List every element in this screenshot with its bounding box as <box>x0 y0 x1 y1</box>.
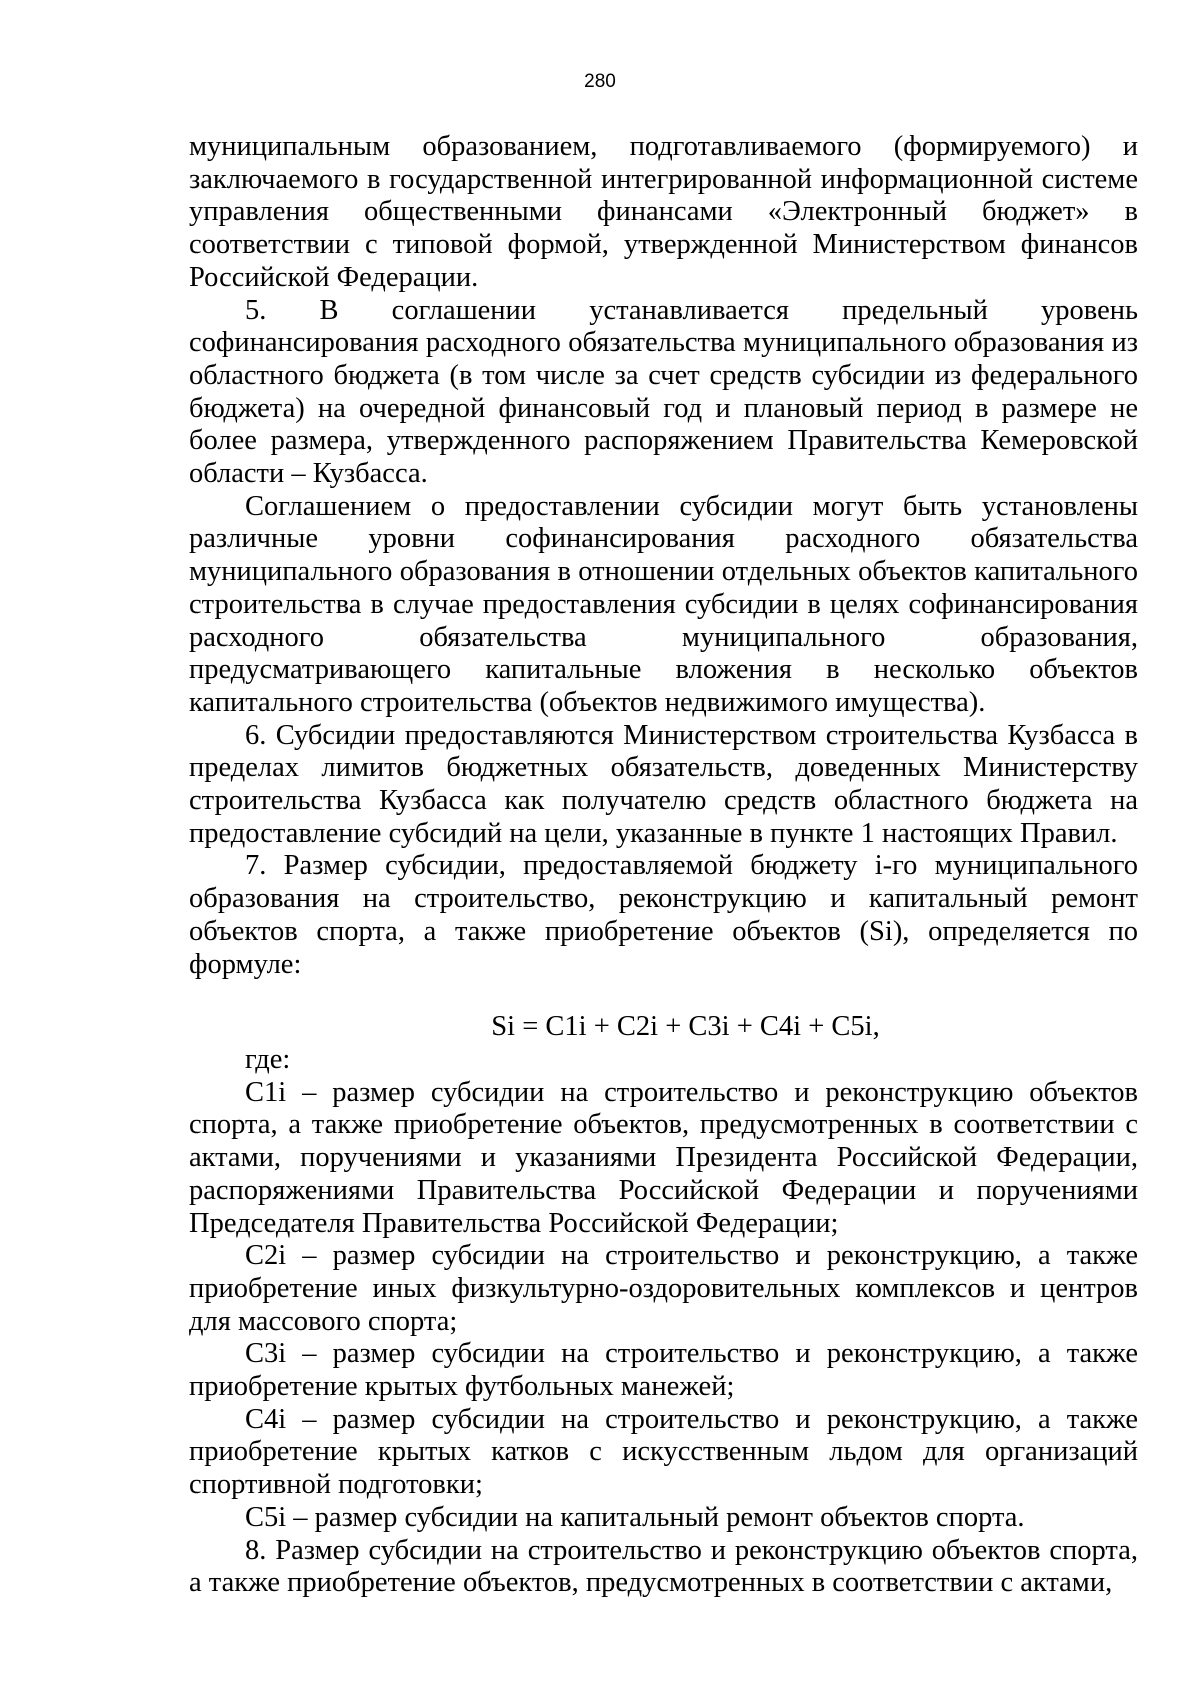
definition-c3i: C3i – размер субсидии на строительство и реконструкцию, а также приобретение крытых футбольных манежей; <box>189 1338 1138 1403</box>
definition-c2i: C2i – размер субсидии на строительство и реконструкцию, а также приобретение иных физкультурно-оздоровительных комплексов и центров для массового спорта; <box>189 1240 1138 1337</box>
definition-c4i: C4i – размер субсидии на строительство и реконструкцию, а также приобретение крытых катков с искусственным льдом для организаций спортивной подготовки; <box>189 1403 1138 1501</box>
paragraph-item-8: 8. Размер субсидии на строительство и реконструкцию объектов спорта, а также приобретение объектов, предусмотренных в соответствии с актами, <box>189 1534 1138 1599</box>
formula-where-label: где: <box>245 1043 291 1075</box>
paragraph-item-5: 5. В соглашении устанавливается предельный уровень софинансирования расходного обязательства муниципального образования из областного бюджета (в том числе за счет средств субсидии из федерального бюджета) на очередной финансовый год и плановый период в размере не более размера, утвержденного распоряжением Правительства Кемеровской области – Кузбасса. <box>189 294 1138 490</box>
document-body <box>189 131 1138 1600</box>
paragraph-continuation: муниципальным образованием, подготавливаемого (формируемого) и заключаемого в государственной интегрированной информационной системе управления общественными финансами «Электронный бюджет» в соответствии с типовой формой, утвержденной Министерством финансов Российской Федерации. <box>189 131 1138 293</box>
definition-c5i: C5i – размер субсидии на капитальный ремонт объектов спорта. <box>245 1501 1025 1533</box>
subsidy-formula: Si = C1i + C2i + C3i + C4i + C5i, <box>491 1011 880 1043</box>
paragraph-item-6: 6. Субсидии предоставляются Министерством строительства Кузбасса в пределах лимитов бюджетных обязательств, доведенных Министерству строительства Кузбасса как получателю средств областного бюджета на предоставление субсидий на цели, указанные в пункте 1 настоящих Правил. <box>189 719 1138 849</box>
paragraph-item-7: 7. Размер субсидии, предоставляемой бюджету i-го муниципального образования на строительство, реконструкцию и капитальный ремонт объектов спорта, а также приобретение объектов (Si), определяется по формуле: <box>189 850 1138 980</box>
definition-c1i: C1i – размер субсидии на строительство и реконструкцию объектов спорта, а также приобретение объектов, предусмотренных в соответствии с актами, поручениями и указаниями Президента Российской Федерации, распоряжениями Правительства Российской Федерации и поручениями Председателя Правительства Российской Федерации; <box>189 1076 1138 1239</box>
paragraph-agreement-levels: Соглашением о предоставлении субсидии могут быть установлены различные уровни софинансирования расходного обязательства муниципального образования в отношении отдельных объектов капитального строительства в случае предоставления субсидии в целях софинансирования расходного обязательства муниципального образования, предусматривающего капитальные вложения в несколько объектов капитального строительства (объектов недвижимого имущества). <box>189 490 1138 718</box>
page-number: 280 <box>584 71 616 92</box>
